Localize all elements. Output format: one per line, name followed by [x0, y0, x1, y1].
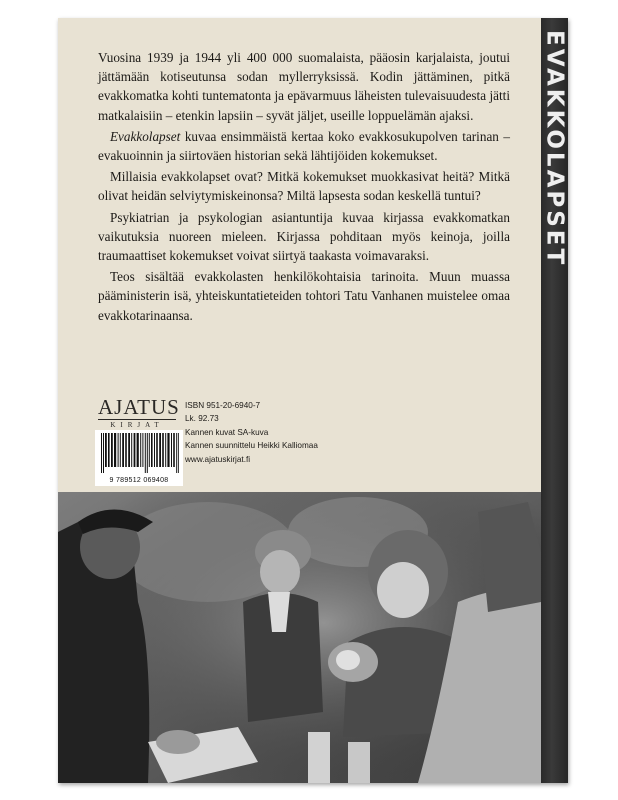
barcode-number: 9 789512 069408: [109, 477, 169, 484]
barcode-bar: [134, 433, 136, 467]
barcode-bar: [159, 433, 161, 467]
book-title-emphasis: Evakkolapset: [110, 128, 181, 144]
barcode-bar: [114, 433, 116, 467]
barcode-bar: [103, 433, 104, 473]
barcode-bar: [173, 433, 175, 467]
barcode-bar: [178, 433, 179, 473]
publisher-website: www.ajatuskirjat.fi: [185, 454, 251, 464]
spine-title: EVAKKOLAPSET: [541, 30, 568, 268]
barcode-bar: [111, 433, 113, 467]
barcode-bar: [167, 433, 169, 467]
publisher-name: AJATUS: [98, 395, 180, 419]
classification-text: Lk. 92.73: [185, 414, 219, 424]
isbn-text: ISBN 951-20-6940-7: [185, 401, 261, 410]
barcode-bar: [122, 433, 124, 467]
blurb-paragraph-1: Vuosina 1939 ja 1944 yli 400 000 suomalaista, pääosin karjalaista, joutui jättämään kotiseutunsa sodan myllerryksissä. Kodin jättäminen, pitkä evakkomatka kohti tuntematonta ja epävarmuus läheisten tulevaisuudesta jätti matkalaisiin – etenkin lapsiin – syvät jäljet, useille loppuelämän ajaksi.: [98, 50, 510, 123]
barcode-bar: [108, 433, 110, 467]
barcode-bar: [156, 433, 158, 467]
back-cover-panel: [58, 18, 541, 783]
barcode-bar: [162, 433, 164, 467]
barcode-bar: [149, 433, 150, 467]
barcode-bar: [125, 433, 127, 467]
barcode-bar: [118, 433, 119, 467]
blurb-paragraph-3: Millaisia evakkolapset ovat? Mitkä kokemukset muokkasivat heitä? Mitkä olivat heidän selviytymiskeinonsa? Miltä lapsesta sodan keskellä tuntui?: [98, 169, 510, 204]
blurb-paragraph-5: Teos sisältää evakkolasten henkilökohtaisia tarinoita. Muun muassa pääministerin isä, yhteiskuntatieteiden tohtori Tatu Vanhanen muistelee omaa evakkotarinaansa.: [98, 269, 510, 323]
cover-photo-credit: Kannen kuvat SA-kuva: [185, 427, 269, 437]
blurb-paragraph-4: Psykiatrian ja psykologian asiantuntija kuvaa kirjassa evakkomatkan vaikutuksia nuoreen mieleen. Kirjassa pohditaan myös keinoja, joilla traumaattiset kokemukset voivat siirtyä taakasta voimavaraksi.: [98, 209, 510, 264]
cover-design-credit: Kannen suunnittelu Heikki Kalliomaa: [185, 441, 318, 451]
isbn-barcode: [95, 430, 183, 486]
photo-illustration: [58, 492, 541, 783]
barcode-bar: [120, 433, 121, 467]
barcode-bar: [165, 433, 166, 467]
barcode-bar: [154, 433, 155, 467]
barcode-bar: [137, 433, 139, 467]
barcode-bar: [101, 433, 102, 473]
barcode-bar: [140, 433, 141, 467]
barcode-bar: [151, 433, 153, 467]
blurb-paragraph-2: Evakkolapset kuvaa ensimmäistä kertaa koko evakkosukupolven tarinan – evakuoinnin ja siirtoväen historian sekä lähtijöiden kokemukset.: [98, 128, 510, 164]
book-back-cover: [58, 18, 568, 783]
barcode-bar: [142, 433, 143, 467]
publisher-logo: [98, 395, 180, 430]
blurb-text: [98, 48, 510, 327]
barcode-bar: [145, 433, 146, 473]
barcode-bars: [99, 433, 179, 473]
barcode-bar: [147, 433, 148, 473]
cover-photograph: [58, 492, 541, 783]
barcode-bar: [131, 433, 132, 467]
publisher-subline: KIRJAT: [98, 419, 176, 430]
barcode-bar: [105, 433, 107, 467]
barcode-bar: [128, 433, 130, 467]
book-spine: [541, 18, 568, 783]
barcode-bar: [171, 433, 172, 467]
barcode-bar: [176, 433, 177, 473]
publication-info: [185, 399, 318, 466]
